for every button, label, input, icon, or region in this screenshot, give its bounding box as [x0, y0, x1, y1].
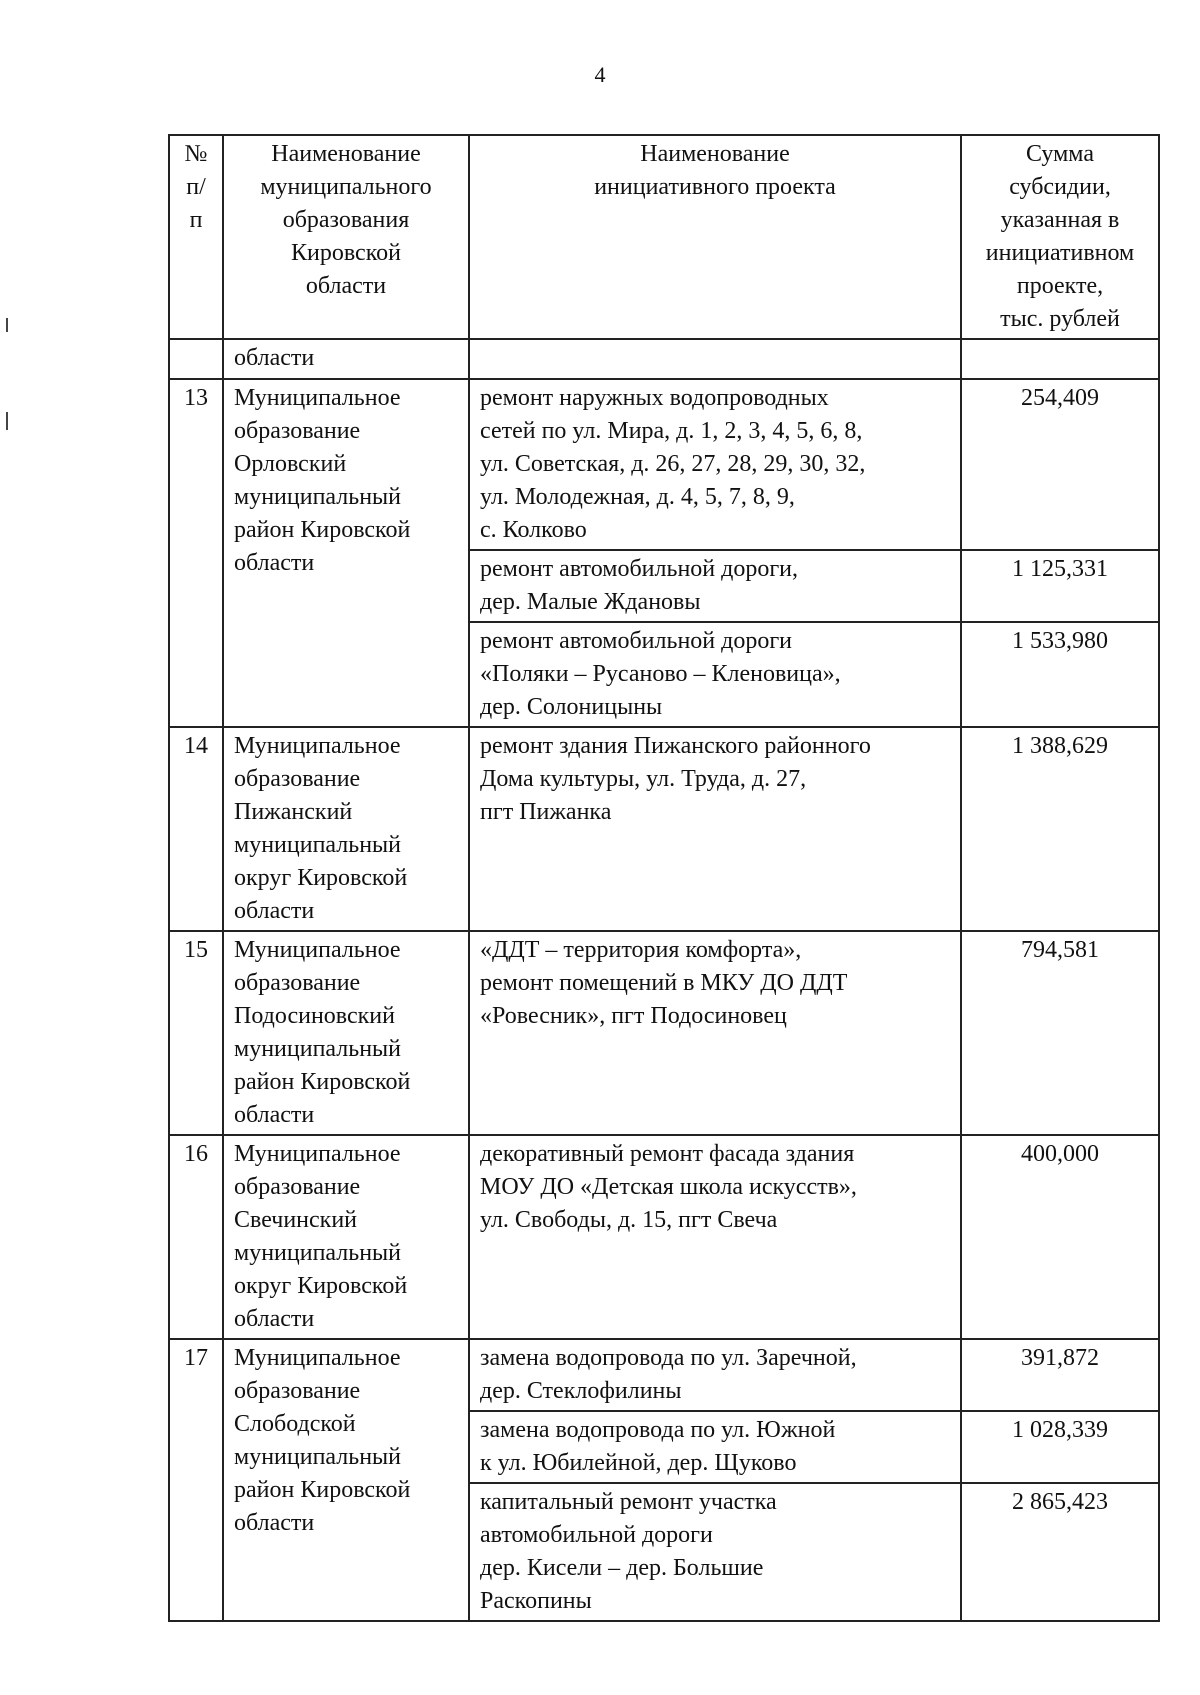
- cell-line: сетей по ул. Мира, д. 1, 2, 3, 4, 5, 6, 8,: [480, 418, 863, 444]
- cell-line: ремонт наружных водопроводных: [480, 385, 829, 411]
- cell-line: замена водопровода по ул. Заречной,: [480, 1345, 857, 1371]
- cell-municipality: [223, 379, 469, 727]
- cell-line: округ Кировской: [234, 865, 408, 891]
- cell-line: Муниципальное: [234, 937, 401, 963]
- cell-line: тыс. рублей: [1000, 306, 1120, 332]
- cell-line: №: [184, 141, 208, 167]
- cell-municipality: [223, 1339, 469, 1621]
- cell-line: образование: [234, 1378, 361, 1404]
- cell-line: Дома культуры, ул. Труда, д. 27,: [480, 766, 807, 792]
- cell-project: [469, 727, 961, 931]
- cell-line: капитальный ремонт участка: [480, 1489, 777, 1515]
- header-number: [169, 135, 223, 339]
- cell-line: инициативном: [985, 240, 1135, 266]
- cell-project: [469, 550, 961, 622]
- cell-number: 17: [169, 1339, 223, 1621]
- cell-line: ремонт автомобильной дороги: [480, 628, 793, 654]
- cell-line: ремонт автомобильной дороги,: [480, 556, 799, 582]
- cell-line: ул. Советская, д. 26, 27, 28, 29, 30, 32,: [480, 451, 866, 477]
- cell-amount: [961, 339, 1159, 379]
- cell-number: 14: [169, 727, 223, 931]
- cell-amount: 794,581: [961, 931, 1159, 1135]
- cell-line: образование: [234, 418, 361, 444]
- cell-line: дер. Стеклофилины: [480, 1378, 682, 1404]
- cell-amount: 1 125,331: [961, 550, 1159, 622]
- cell-line: Наименование: [640, 141, 790, 167]
- cell-line: проекте,: [1016, 273, 1104, 299]
- cell-line: муниципальный: [234, 832, 402, 858]
- cell-amount: 1 533,980: [961, 622, 1159, 727]
- cell-line: образования: [282, 207, 410, 233]
- cell-line: Муниципальное: [234, 385, 401, 411]
- cell-project: [469, 622, 961, 727]
- cell-line: к ул. Юбилейной, дер. Щуково: [480, 1450, 797, 1476]
- table-row: [169, 379, 1159, 550]
- cell-line: ул. Свободы, д. 15, пгт Свеча: [480, 1207, 778, 1233]
- cell-line: Муниципальное: [234, 733, 401, 759]
- scan-mark: [6, 318, 8, 332]
- cell-line: дер. Малые Ждановы: [480, 589, 701, 615]
- cell-line: области: [234, 1510, 315, 1536]
- cell-amount: 1 028,339: [961, 1411, 1159, 1483]
- cell-line: Слободской: [234, 1411, 356, 1437]
- cell-project: [469, 1339, 961, 1411]
- cell-line: «Ровесник», пгт Подосиновец: [480, 1003, 787, 1029]
- cell-municipality: [223, 1135, 469, 1339]
- cell-line: образование: [234, 1174, 361, 1200]
- cell-line: муниципальный: [234, 484, 402, 510]
- cell-line: Орловский: [234, 451, 347, 477]
- cell-line: ремонт здания Пижанского районного: [480, 733, 871, 759]
- cell-line: муниципальный: [234, 1444, 402, 1470]
- cell-line: декоративный ремонт фасада здания: [480, 1141, 855, 1167]
- subsidy-table: [168, 134, 1160, 1622]
- cell-municipality: [223, 931, 469, 1135]
- cell-line: район Кировской: [234, 1477, 411, 1503]
- page-number: 4: [594, 62, 606, 87]
- cell-line: муниципального: [260, 174, 432, 200]
- cell-line: Наименование: [271, 141, 421, 167]
- table-row: [169, 1339, 1159, 1411]
- cell-line: Сумма: [1026, 141, 1094, 167]
- cell-line: автомобильной дороги: [480, 1522, 713, 1548]
- cell-line: замена водопровода по ул. Южной: [480, 1417, 836, 1443]
- cell-municipality: [223, 727, 469, 931]
- cell-line: район Кировской: [234, 1069, 411, 1095]
- cell-project: [469, 1411, 961, 1483]
- cell-project: [469, 1483, 961, 1621]
- cell-line: дер. Солоницыны: [480, 694, 663, 720]
- cell-amount: 391,872: [961, 1339, 1159, 1411]
- cell-amount: 400,000: [961, 1135, 1159, 1339]
- cell-line: образование: [234, 970, 361, 996]
- cell-line: субсидии,: [1009, 174, 1111, 200]
- table-row: [169, 931, 1159, 1135]
- cell-line: Муниципальное: [234, 1345, 401, 1371]
- cell-line: пгт Пижанка: [480, 799, 612, 825]
- cell-line: «ДДТ – территория комфорта»,: [480, 937, 802, 963]
- cell-project: [469, 1135, 961, 1339]
- cell-project: [469, 339, 961, 379]
- header-municipality: [223, 135, 469, 339]
- continuation-row: [169, 339, 1159, 379]
- cell-line: муниципальный: [234, 1036, 402, 1062]
- cell-line: инициативного проекта: [594, 174, 836, 200]
- cell-line: образование: [234, 766, 361, 792]
- cell-number: 15: [169, 931, 223, 1135]
- cell-line: Кировской: [291, 240, 401, 266]
- cell-line: Подосиновский: [234, 1003, 395, 1029]
- cell-line: Раскопины: [480, 1588, 592, 1614]
- cell-line: Муниципальное: [234, 1141, 401, 1167]
- cell-line: Пижанский: [234, 799, 353, 825]
- cell-line: дер. Кисели – дер. Большие: [480, 1555, 764, 1581]
- table-body: [169, 339, 1159, 1621]
- header-project: [469, 135, 961, 339]
- cell-line: указанная в: [1000, 207, 1120, 233]
- scan-mark: [6, 412, 8, 430]
- cell-line: области: [234, 898, 315, 924]
- header-amount: [961, 135, 1159, 339]
- cell-amount: 2 865,423: [961, 1483, 1159, 1621]
- cell-amount: 254,409: [961, 379, 1159, 550]
- table-header-row: [169, 135, 1159, 339]
- cell-line: ремонт помещений в МКУ ДО ДДТ: [480, 970, 848, 996]
- cell-municipality: области: [223, 339, 469, 379]
- cell-line: район Кировской: [234, 517, 411, 543]
- table-row: [169, 727, 1159, 931]
- cell-line: ул. Молодежная, д. 4, 5, 7, 8, 9,: [480, 484, 795, 510]
- cell-line: округ Кировской: [234, 1273, 408, 1299]
- cell-line: области: [234, 1102, 315, 1128]
- cell-number: [169, 339, 223, 379]
- cell-line: МОУ ДО «Детская школа искусств»,: [480, 1174, 857, 1200]
- cell-project: [469, 379, 961, 550]
- cell-line: с. Колково: [480, 517, 587, 543]
- cell-line: п/п: [186, 174, 206, 233]
- cell-line: области: [234, 1306, 315, 1332]
- cell-number: 16: [169, 1135, 223, 1339]
- cell-line: муниципальный: [234, 1240, 402, 1266]
- cell-line: «Поляки – Русаново – Кленовица»,: [480, 661, 841, 687]
- cell-line: области: [305, 273, 387, 299]
- cell-number: 13: [169, 379, 223, 727]
- cell-line: Свечинский: [234, 1207, 358, 1233]
- cell-line: области: [234, 550, 315, 576]
- table-row: [169, 1135, 1159, 1339]
- cell-amount: 1 388,629: [961, 727, 1159, 931]
- cell-project: [469, 931, 961, 1135]
